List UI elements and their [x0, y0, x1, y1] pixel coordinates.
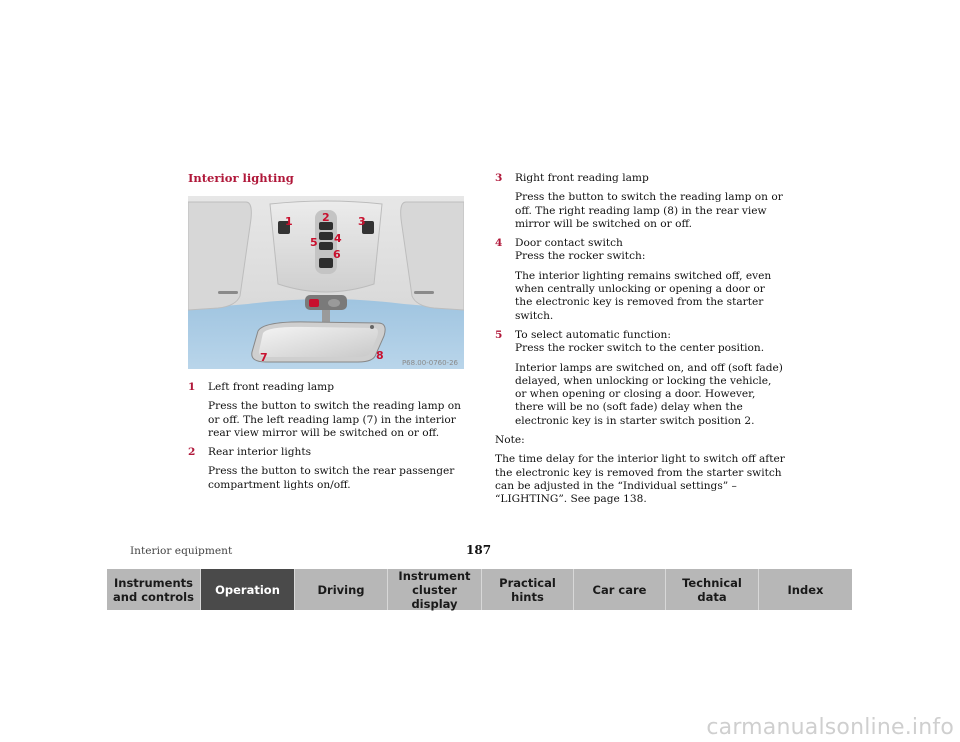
tab-car-care[interactable]: [574, 569, 666, 610]
tab-label: Instrument cluster display: [398, 568, 471, 611]
tab-label: Technical data: [682, 575, 742, 604]
item-title: Right front reading lamp: [515, 172, 649, 184]
tab-driving[interactable]: [295, 569, 388, 610]
tab-label: Index: [787, 582, 824, 597]
callout-2: 2: [322, 211, 330, 224]
tab-instrument-cluster-display[interactable]: [388, 569, 482, 610]
tab-instruments-and-controls[interactable]: [107, 569, 201, 610]
item-number: 3: [495, 172, 503, 184]
note-block: [495, 434, 785, 506]
item-2: [188, 446, 463, 492]
item-body: Press the button to switch the reading lamp on or off. The right reading lamp (8) in the rear view mirror will be switched on or off.: [515, 191, 783, 230]
figure-code: P68.00-0760-26: [401, 359, 458, 367]
item-title: Left front reading lamp: [208, 381, 334, 393]
callout-4: 4: [334, 232, 342, 245]
item-4: [495, 237, 785, 323]
tab-label: Car care: [592, 582, 647, 597]
item-body: Interior lamps are switched on, and off (soft fade) delayed, when unlocking or locking the vehicle, or when opening or closing a door. However, there will be no (soft fade) delay when the electronic key is in starter switch position 2.: [515, 361, 783, 427]
watermark: carmanualsonline.info: [706, 715, 954, 740]
callout-7: 7: [260, 351, 268, 364]
page-number: 187: [466, 543, 492, 557]
tab-practical-hints[interactable]: [482, 569, 574, 610]
item-number: 2: [188, 446, 196, 459]
item-body: The interior lighting remains switched off, even when centrally unlocking or opening a door or the electronic key is removed from the starter switch.: [515, 269, 772, 322]
tab-label: Driving: [317, 582, 365, 597]
item-number: 4: [495, 237, 503, 250]
callout-6: 6: [333, 248, 341, 261]
item-1: [188, 381, 463, 440]
callout-1: 1: [285, 215, 293, 228]
interior-lighting-figure: [188, 196, 464, 369]
tab-label: Instruments and controls: [113, 575, 194, 604]
item-title: Door contact switch: [515, 237, 623, 250]
tab-label: Practical hints: [499, 575, 556, 604]
item-5: [495, 329, 785, 428]
item-title: Rear interior lights: [208, 446, 312, 459]
callout-5: 5: [310, 236, 318, 249]
item-subtitle: Press the rocker switch:: [515, 250, 646, 263]
note-label: Note:: [495, 434, 525, 447]
footer-section-label: Interior equipment: [130, 545, 233, 557]
item-title: To select automatic function:: [515, 328, 671, 341]
item-3: [495, 172, 785, 231]
left-column: [188, 381, 463, 498]
callout-3: 3: [358, 215, 366, 228]
chapter-tab-bar: [107, 569, 852, 610]
tab-label: Operation: [215, 582, 280, 597]
right-column: [495, 172, 785, 513]
callout-8: 8: [376, 349, 384, 362]
note-text: The time delay for the interior light to switch off after the electronic key is removed from the starter switch can be adjusted in the “Individual settings” – “LIGHTING”. See page 138.: [495, 453, 785, 506]
tab-technical-data[interactable]: [666, 569, 759, 610]
tab-index[interactable]: [759, 569, 852, 610]
item-body: Press the button to switch the reading lamp on or off. The left reading lamp (7) in the interior rear view mirror will be switched on or off.: [208, 400, 461, 439]
section-title: Interior lighting: [188, 171, 294, 185]
item-number: 1: [188, 381, 196, 393]
item-subtitle: Press the rocker switch to the center position.: [515, 342, 765, 355]
tab-operation[interactable]: [201, 569, 295, 610]
item-number: 5: [495, 328, 503, 341]
item-body: Press the button to switch the rear passenger compartment lights on/off.: [208, 465, 455, 491]
